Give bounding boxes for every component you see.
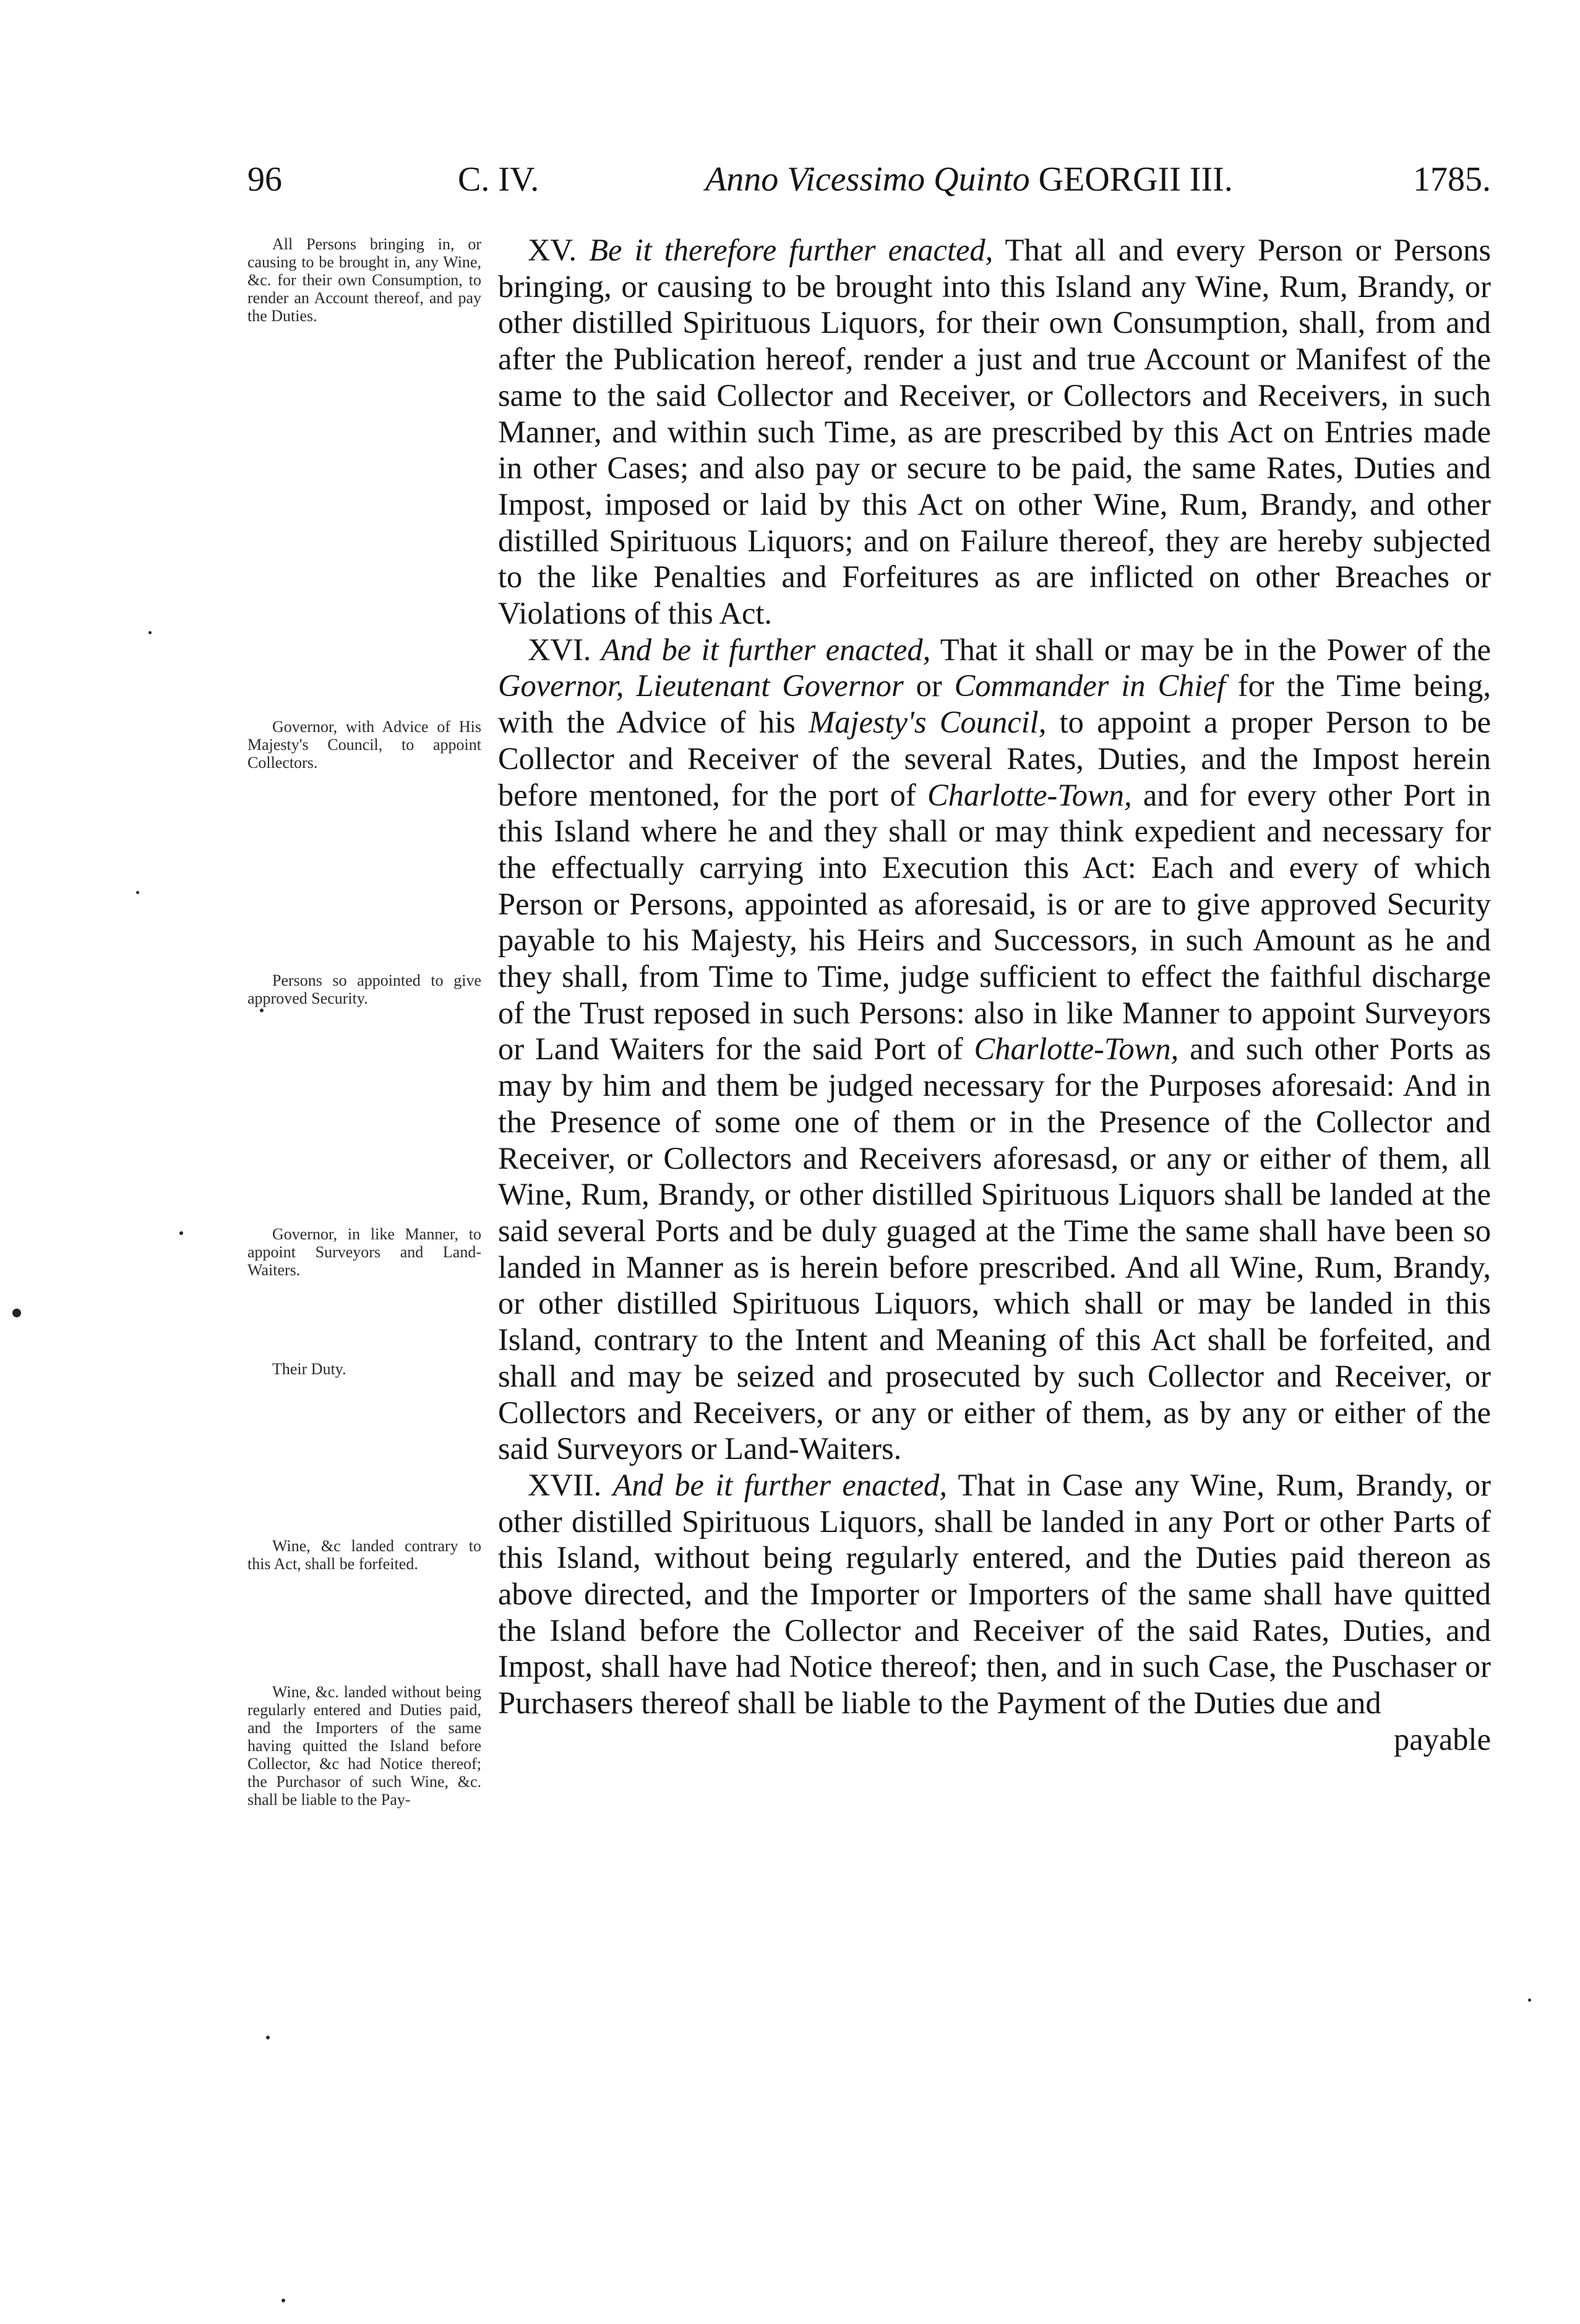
section-xvi-number: XVI. [528,632,591,667]
margin-note-security: Persons so appointed to give approved Security. [247,971,481,1007]
running-title-anno: Anno Vicessimo Quinto [705,160,1030,199]
section-xvi-text-6: and such other Ports as may by him and them be judged necessary for the Purposes aforesaid: And in the Presence of some one of them or in the Presence of the Collector and Receiver, or Collectors and Receivers aforesasd, or any or either of them, all Wine, Rum, Brandy, or other distilled Spirituous Liquors shall be landed at the said several Ports and be duly guaged at the Time the same shall have been so landed in Manner as is herein before prescribed. And all Wine, Rum, Brandy, or other distilled Spirituous Liquors, which shall or may be landed in this Island, contrary to the Intent and Meaning of this Act shall be forfeited, and shall and may be seized and prosecuted by such Collector and Receiver, or Collectors and Receivers, or any or either of them, as by any or either of the said Surveyors or Land-Waiters. [498,1031,1492,1466]
section-xvii [498,1467,1491,1721]
running-title-reign: GEORGII III. [1038,160,1233,199]
ink-speck [281,2299,285,2302]
section-xvi-charlotte-town-1: Charlotte-Town, [927,777,1132,812]
page-number: 96 [247,160,282,199]
section-xvi-council: Majesty's Council, [809,705,1047,740]
section-xv-text: That all and every Person or Persons bringing, or causing to be brought into this Island any Wine, Rum, Brandy, or other distilled Spirituous Liquors, for their own Consumption, shall, from and after the Publication hereof, render a just and true Account or Manifest of the same to the said Collector and Receiver, or Collectors and Receivers, in such Manner, and within such Time, as are prescribed by this Act on Entries made in other Cases; and also pay or secure to be paid, the same Rates, Duties and Impost, imposed or laid by this Act on other Wine, Rum, Brandy, and other distilled Spirituous Liquors; and on Failure thereof, they are hereby subjected to the like Penalties and Forfeitures as are inflicted on other Breaches or Violations of this Act. [498,233,1491,631]
section-xv-enacting-clause: Be it therefore further enacted, [589,233,994,267]
section-xvii-number: XVII. [528,1467,602,1502]
section-xvi-text-2: or [916,668,942,704]
ink-speck [179,1231,183,1235]
ink-speck [1528,1999,1531,2002]
section-xvi-governor: Governor, Lieutenant Governor [498,668,904,704]
margin-note-governor-collectors: Governor, with Advice of His Majesty's Council, to appoint Collectors. [247,718,481,772]
section-xv-number: XV. [528,233,577,267]
section-xv [498,232,1491,632]
running-year: 1785. [1413,160,1491,199]
margin-note-purchaser-liable: Wine, &c. landed without being regularly entered and Duties paid, and the Importers of the same having quitted the Island before Collector, &c had Notice thereof; the Purchasor of such Wine, &c. shall be liable to the Pay- [247,1683,481,1809]
running-head [247,160,1491,209]
section-xvi [498,632,1491,1467]
section-xvi-text-5: and for every other Port in this Island where he and they shall or may think expedient and necessary for the effectually carrying into Execution this Act: Each and every of which Person or Persons, appointed as aforesaid, is or are to give approved Security payable to his Majesty, his Heirs and Successors, in such Amount as he and they shall, from Time to Time, judge sufficient to effect the faithful discharge of the Trust reposed in such Persons: also in like Manner to appoint Surveyors or Land Waiters for the said Port of [498,777,1491,1067]
margin-note-surveyors: Governor, in like Manner, to appoint Surveyors and Land-Waiters. [247,1225,481,1279]
section-xvi-charlotte-town-2: Charlotte-Town, [974,1031,1179,1067]
section-xvi-text-3: for the Time being, with the Advice of his [498,668,1491,740]
ink-speck [266,2036,270,2039]
section-xvii-enacting-clause: And be it further enacted, [612,1467,948,1502]
section-xvi-text-1: That it shall or may be in the Power of the [940,632,1492,667]
margin-note-persons-bringing: All Persons bringing in, or causing to be brought in, any Wine, &c. for their own Consumption, to render an Account thereof, and pay the Duties. [247,235,481,325]
running-title [705,160,1233,199]
chapter-number: C. IV. [458,160,539,199]
section-xvi-commander: Commander in Chief [954,668,1226,704]
main-text-column [498,232,1491,1758]
ink-speck [148,631,152,634]
catchword: payable [1393,1721,1491,1757]
margin-note-their-duty: Their Duty. [272,1360,346,1378]
margin-note-forfeited: Wine, &c landed contrary to this Act, shall be forfeited. [247,1537,481,1573]
ink-speck [260,1009,264,1012]
ink-speck [12,1309,21,1317]
section-xvi-text-4: to appoint a proper Person to be Collector and Receiver of the several Rates, Duties, and the Impost herein before mentoned, for the port of [498,705,1491,812]
section-xvii-text: That in Case any Wine, Rum, Brandy, or other distilled Spirituous Liquors, shall be landed in any Port or other Parts of this Island, without being regularly entered, and the Duties paid thereon as above directed, and the Importer or Importers of the same shall have quitted the Island before the Collector and Receiver of the said Rates, Duties, and Impost, shall have had Notice thereof; then, and in such Case, the Puschaser or Purchasers thereof shall be liable to the Payment of the Duties due and [498,1467,1491,1721]
ink-speck [136,891,139,894]
section-xvi-enacting-clause: And be it further enacted, [601,632,931,667]
